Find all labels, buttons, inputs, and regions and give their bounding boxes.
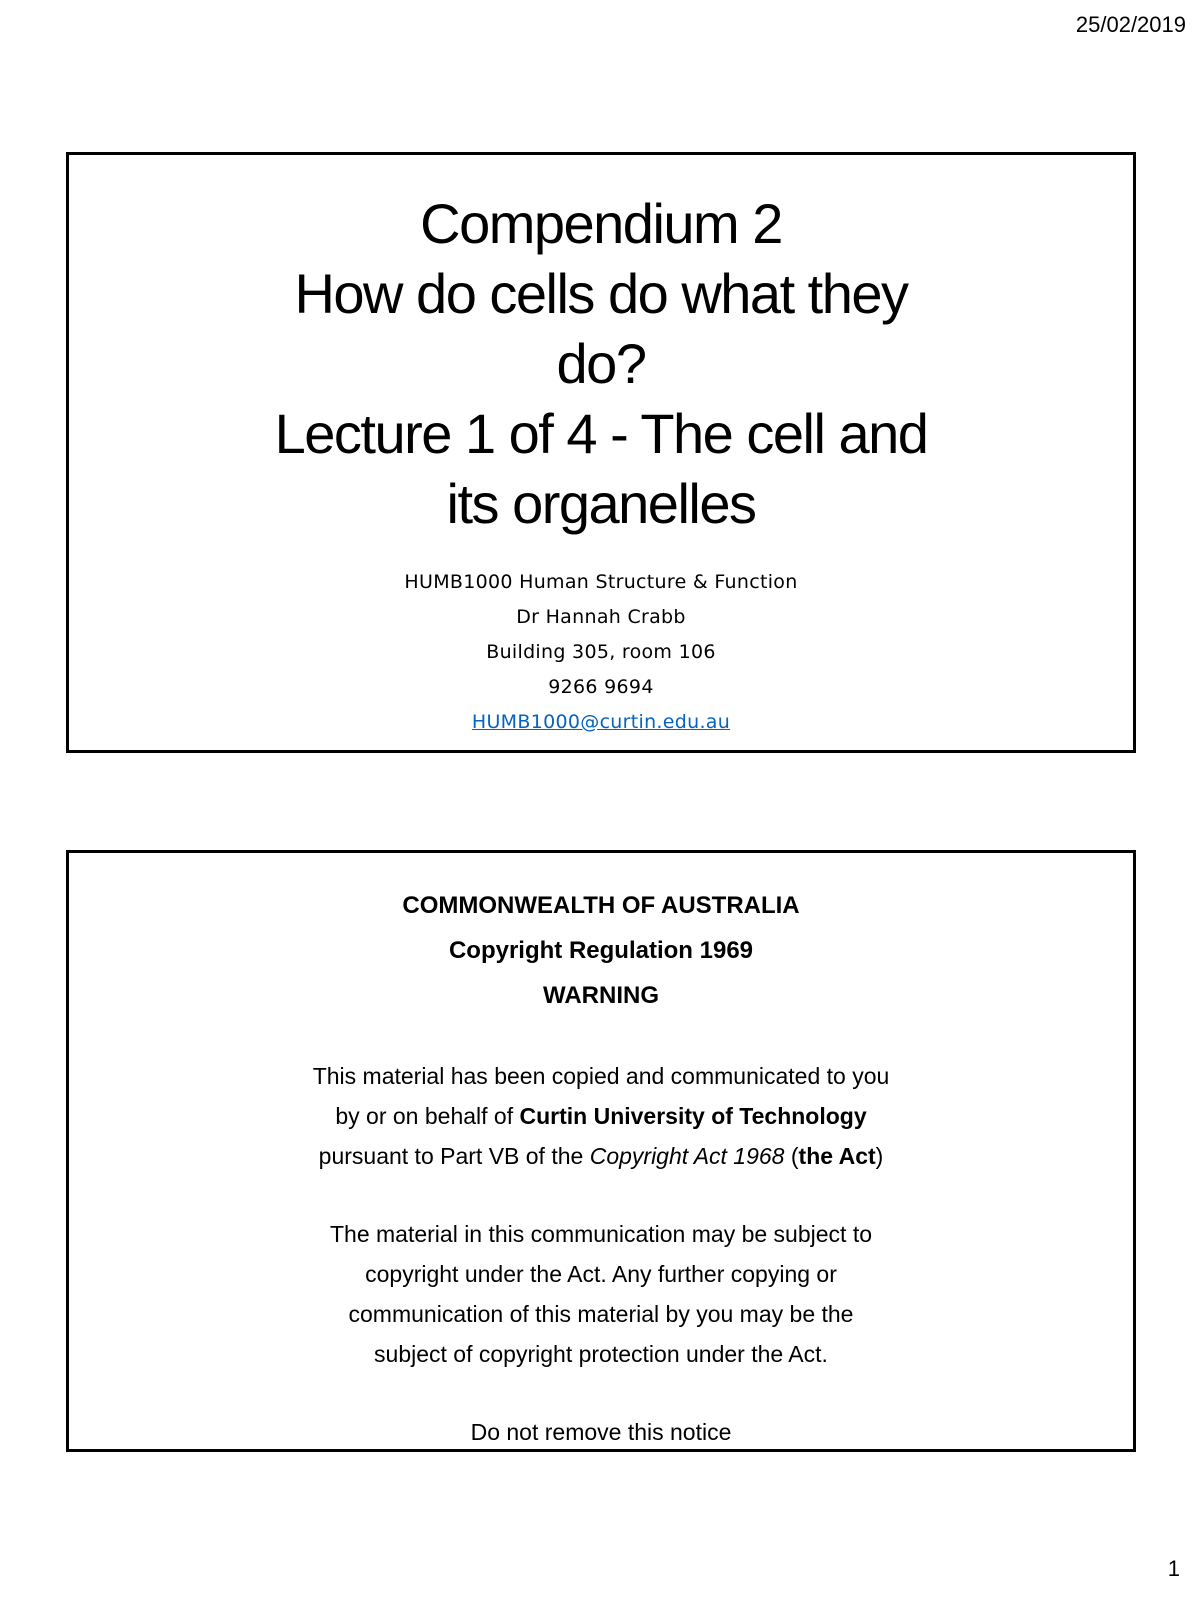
line-text: by or on behalf of [335,1103,520,1129]
course-name: HUMB1000 Human Structure & Function [404,571,798,593]
title-line: How do cells do what they [294,262,908,325]
act-title: Copyright Act 1968 [589,1143,785,1169]
paragraph-line: subject of copyright protection under the Act. [374,1341,828,1367]
line-text: ) [875,1143,884,1169]
office-location: Building 305, room 106 [486,641,716,663]
paragraph-line: communication of this material by you may be the [348,1301,854,1327]
notice-footer: Do not remove this notice [470,1419,732,1445]
heading-line: WARNING [543,982,659,1009]
paragraph-line: This material has been copied and communicated to you [312,1063,890,1089]
title-line: its organelles [446,472,756,535]
heading-line: Copyright Regulation 1969 [448,937,754,964]
paragraph-line [69,1096,1133,1136]
lecturer-info [69,565,1133,740]
copyright-slide [66,850,1136,1452]
notice-paragraph-2 [69,1214,1133,1374]
notice-paragraph-1 [69,1056,1133,1176]
title-slide [66,152,1136,753]
title-line: Lecture 1 of 4 - The cell and [274,402,928,465]
act-abbrev: the Act [798,1143,876,1169]
line-text: pursuant to Part VB of the [318,1143,590,1169]
email-line [69,705,1133,740]
lecturer-name: Dr Hannah Crabb [516,606,686,628]
paragraph-line: The material in this communication may be subject to [329,1221,873,1247]
title-line: do? [556,332,646,395]
paragraph-line [69,1136,1133,1176]
slide-title [69,189,1133,539]
heading-line: COMMONWEALTH OF AUSTRALIA [402,892,800,919]
title-line: Compendium 2 [420,192,782,255]
email-link[interactable]: HUMB1000@curtin.edu.au [471,711,731,733]
notice-heading [69,883,1133,1018]
page-number: 1 [1167,1556,1180,1581]
paragraph-line: copyright under the Act. Any further copying or [365,1261,837,1287]
line-text: ( [784,1143,799,1169]
page-date: 25/02/2019 [1075,12,1186,37]
university-name: Curtin University of Technology [519,1103,867,1129]
phone-number: 9266 9694 [548,676,654,698]
